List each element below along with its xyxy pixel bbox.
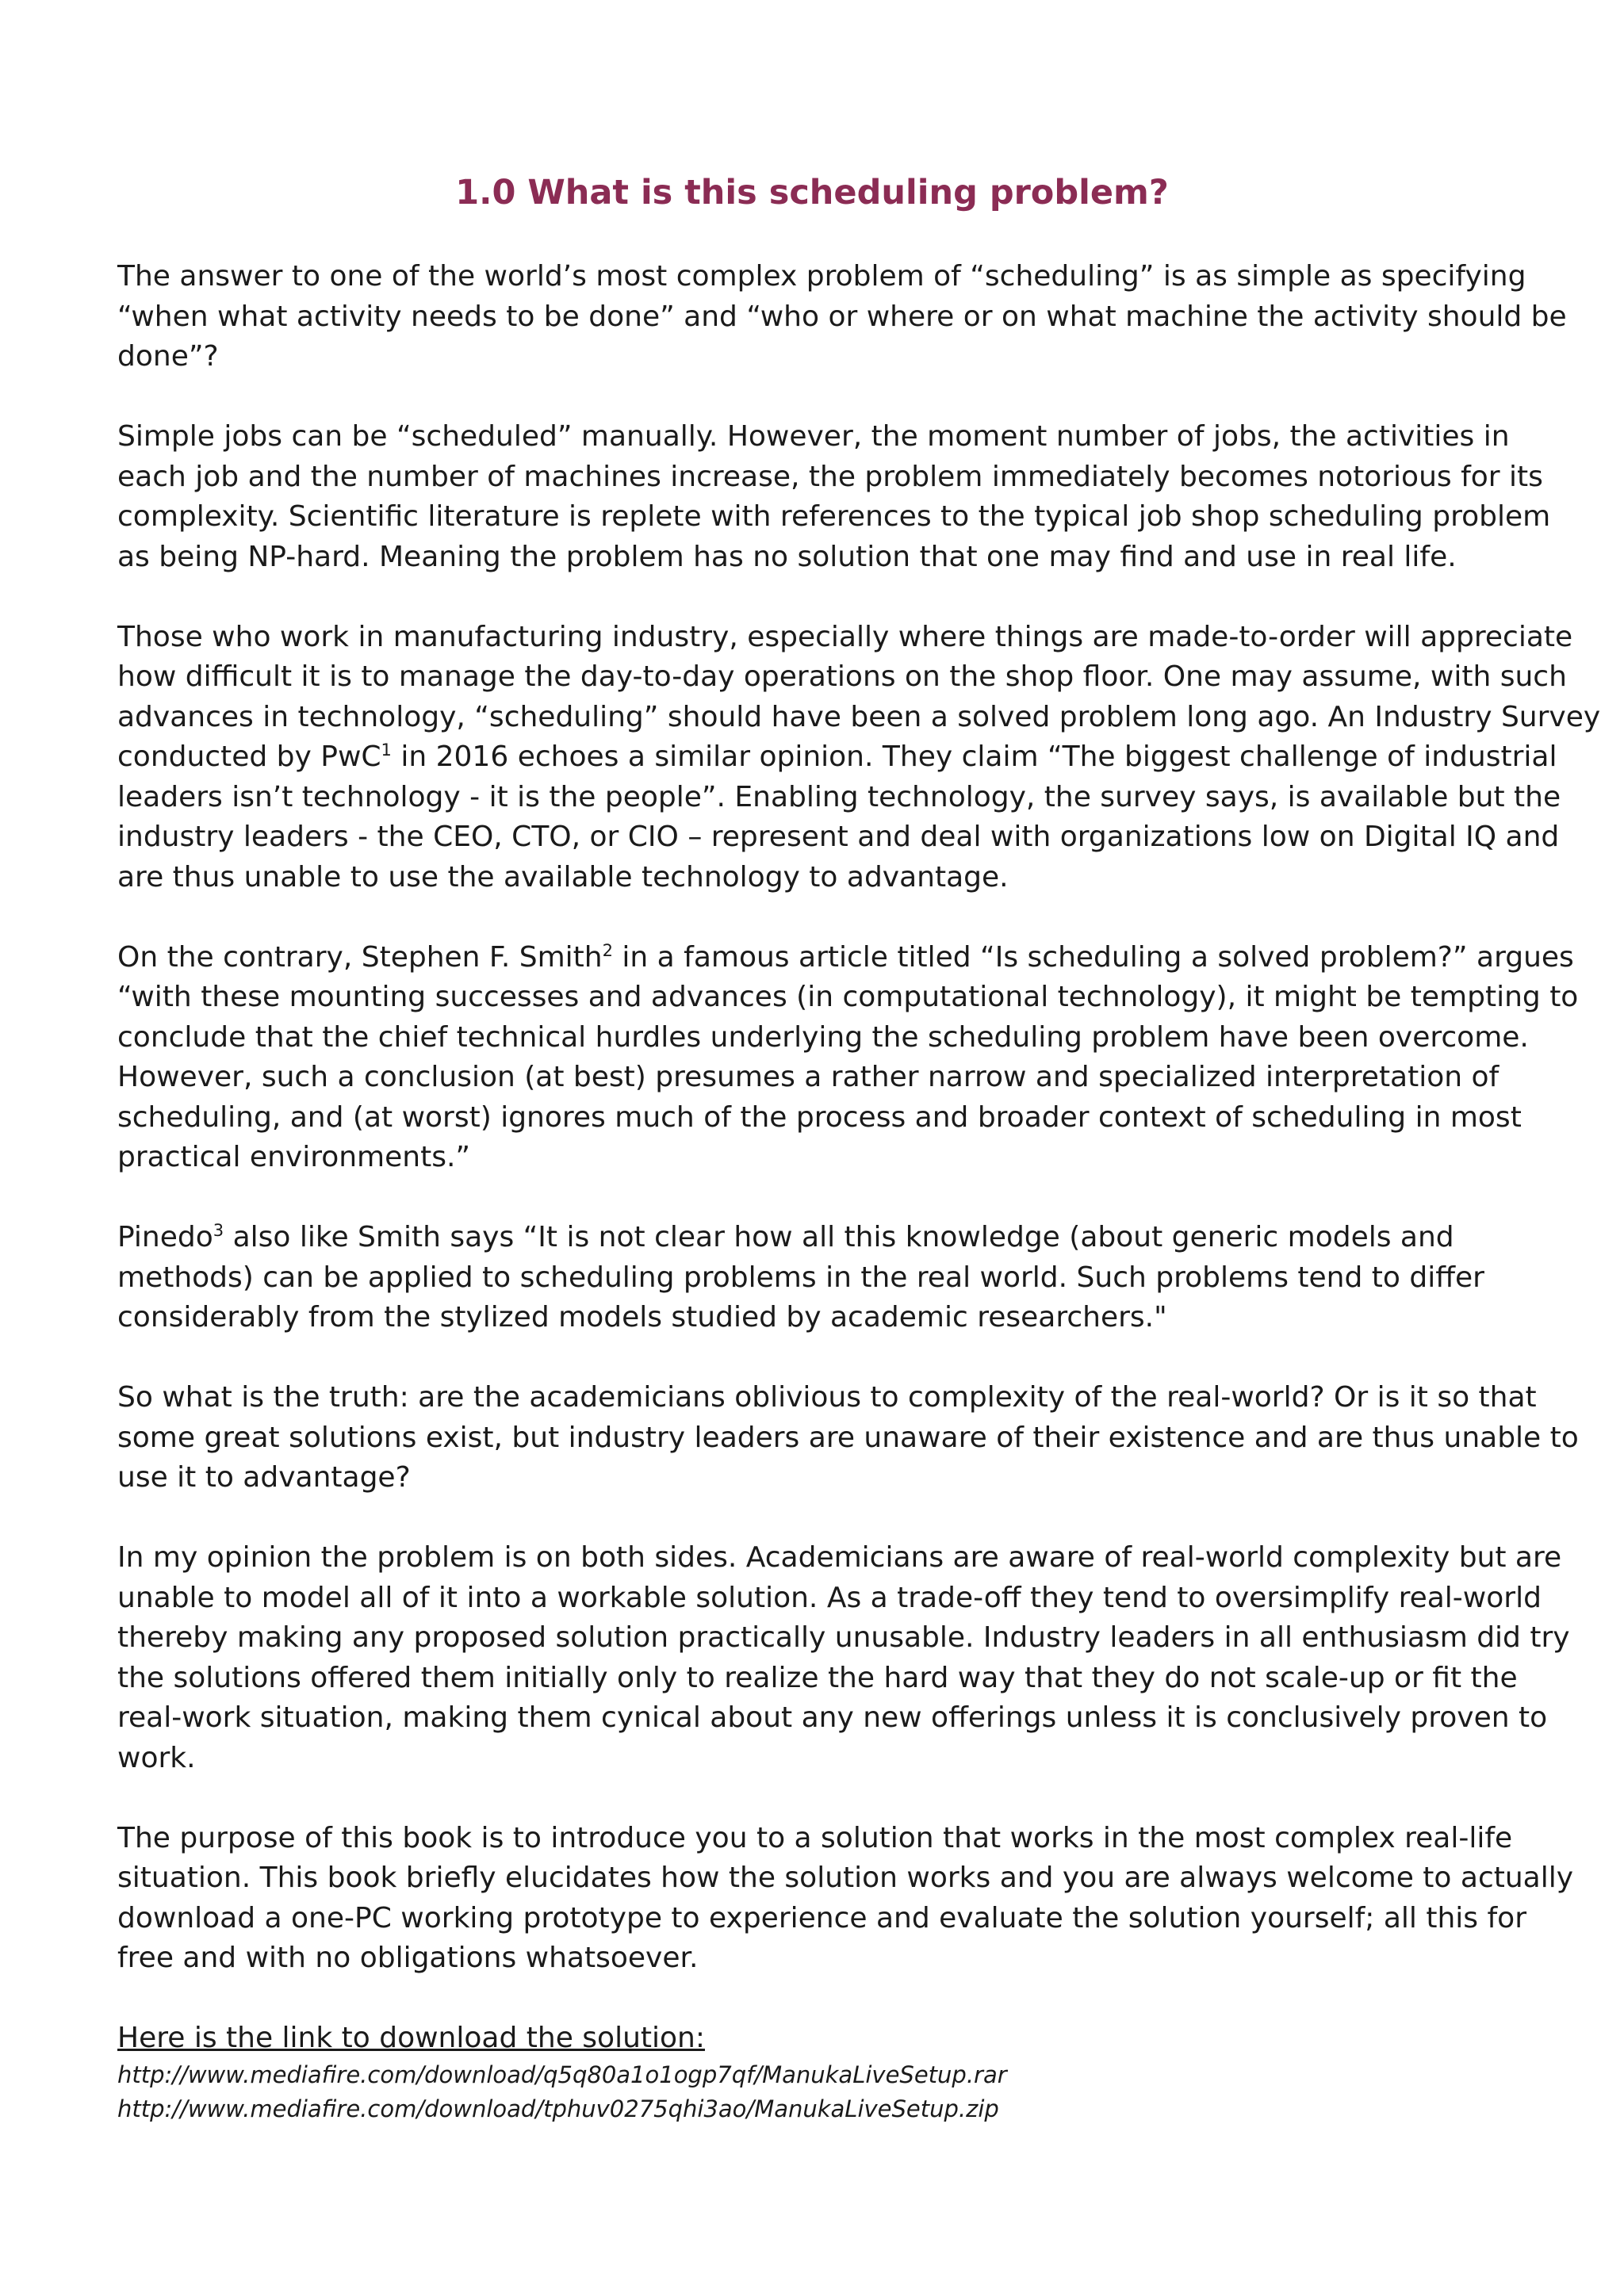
paragraph-line: work. [117, 1741, 196, 1774]
line-text: in a famous article titled “Is scheduling a solved problem?” argues [612, 940, 1574, 974]
paragraph-3 [117, 618, 1601, 898]
paragraph-line: free and with no obligations whatsoever. [117, 1942, 699, 1974]
paragraph-line: considerably from the stylized models studied by academic researchers." [117, 1301, 1167, 1334]
paragraph-line: “when what activity needs to be done” and “who or where or on what machine the activity should be [117, 300, 1567, 333]
line-text: conducted by PwC [117, 740, 381, 773]
paragraph-line [117, 938, 1574, 978]
paragraph-line: practical environments.” [117, 1141, 471, 1173]
paragraph-line: use it to advantage? [117, 1461, 411, 1494]
download-links-heading: Here is the link to download the solution: [117, 2022, 705, 2054]
paragraph-line: some great solutions exist, but industry leaders are unaware of their existence and are thus unable to [117, 1421, 1579, 1454]
paragraph-line: situation. This book briefly elucidates how the solution works and you are always welcome to actually [117, 1862, 1574, 1894]
paragraph-4 [117, 938, 1579, 1178]
paragraph-line: However, such a conclusion (at best) presumes a rather narrow and specialized interpretation of [117, 1061, 1500, 1093]
footnote-ref-1: 1 [381, 740, 392, 760]
page-title: 1.0 What is this scheduling problem? [455, 173, 1169, 212]
paragraph-line: Simple jobs can be “scheduled” manually. However, the moment number of jobs, the activities in [117, 420, 1510, 453]
paragraph-line: industry leaders - the CEO, CTO, or CIO – represent and deal with organizations low on Digital IQ and [117, 821, 1560, 853]
paragraph-line: methods) can be applied to scheduling problems in the real world. Such problems tend to differ [117, 1261, 1484, 1294]
paragraph-line [117, 737, 1557, 778]
paragraph-line: thereby making any proposed solution practically unusable. Industry leaders in all enthusiasm did try [117, 1621, 1570, 1654]
paragraph-line: as being NP-hard. Meaning the problem has no solution that one may find and use in real life. [117, 540, 1457, 573]
paragraph-8 [117, 1819, 1574, 1979]
line-text: Pinedo [117, 1221, 213, 1253]
paragraph-5 [117, 1218, 1513, 1338]
paragraph-1 [117, 257, 1567, 377]
footnote-ref-3: 3 [213, 1221, 224, 1240]
line-text: On the contrary, Stephen F. Smith [117, 940, 603, 974]
footnote-ref-2: 2 [602, 940, 613, 960]
paragraph-line: the solutions offered them initially only to realize the hard way that they do not scale-up or fit the [117, 1661, 1518, 1694]
paragraph-line: done”? [117, 340, 219, 373]
paragraph-line: advances in technology, “scheduling” should have been a solved problem long ago. An Industry Survey [117, 700, 1601, 733]
document-body [117, 257, 1601, 2126]
paragraph-line: So what is the truth: are the academicians oblivious to complexity of the real-world? Or is it so that [117, 1381, 1537, 1414]
paragraph-line: The purpose of this book is to introduce you to a solution that works in the most complex real-life [117, 1821, 1513, 1854]
download-link-zip[interactable]: http://www.mediafire.com/download/tphuv0275qhi3ao/ManukaLiveSetup.zip [117, 2095, 999, 2122]
paragraph-6 [117, 1378, 1579, 1498]
paragraph-line: In my opinion the problem is on both sides. Academicians are aware of real-world complexity but are [117, 1541, 1562, 1574]
paragraph-7 [117, 1538, 1570, 1778]
download-links-section [117, 2019, 1513, 2126]
paragraph-line: are thus unable to use the available technology to advantage. [117, 860, 1009, 894]
line-text: also like Smith says “It is not clear how all this knowledge (about generic models and [224, 1221, 1454, 1253]
paragraph-line: Those who work in manufacturing industry, especially where things are made-to-order will appreciate [117, 620, 1573, 653]
paragraph-line: how difficult it is to manage the day-to-day operations on the shop floor. One may assume, with such [117, 660, 1567, 693]
paragraph-line [117, 1218, 1513, 1258]
paragraph-line: complexity. Scientific literature is replete with references to the typical job shop scheduling problem [117, 500, 1551, 533]
paragraph-2 [117, 417, 1551, 577]
paragraph-line: unable to model all of it into a workable solution. As a trade-off they tend to oversimplify real-world [117, 1581, 1542, 1614]
paragraph-line: real-work situation, making them cynical about any new offerings unless it is conclusively proven to [117, 1701, 1548, 1734]
paragraph-line: each job and the number of machines increase, the problem immediately becomes notorious for its [117, 460, 1543, 493]
download-link-rar[interactable]: http://www.mediafire.com/download/q5q80a1o1ogp7qf/ManukaLiveSetup.rar [117, 2061, 1007, 2088]
paragraph-line: scheduling, and (at worst) ignores much of the process and broader context of scheduling in most [117, 1100, 1522, 1134]
paragraph-line: download a one-PC working prototype to experience and evaluate the solution yourself; all this for [117, 1901, 1527, 1934]
line-text: in 2016 echoes a similar opinion. They claim “The biggest challenge of industrial [391, 740, 1557, 773]
paragraph-line: leaders isn’t technology - it is the people”. Enabling technology, the survey says, is available but the [117, 780, 1561, 813]
paragraph-line: “with these mounting successes and advances (in computational technology), it might be tempting to [117, 981, 1579, 1013]
paragraph-line: conclude that the chief technical hurdles underlying the scheduling problem have been overcome. [117, 1020, 1529, 1054]
paragraph-line: The answer to one of the world’s most complex problem of “scheduling” is as simple as specifying [117, 260, 1526, 293]
